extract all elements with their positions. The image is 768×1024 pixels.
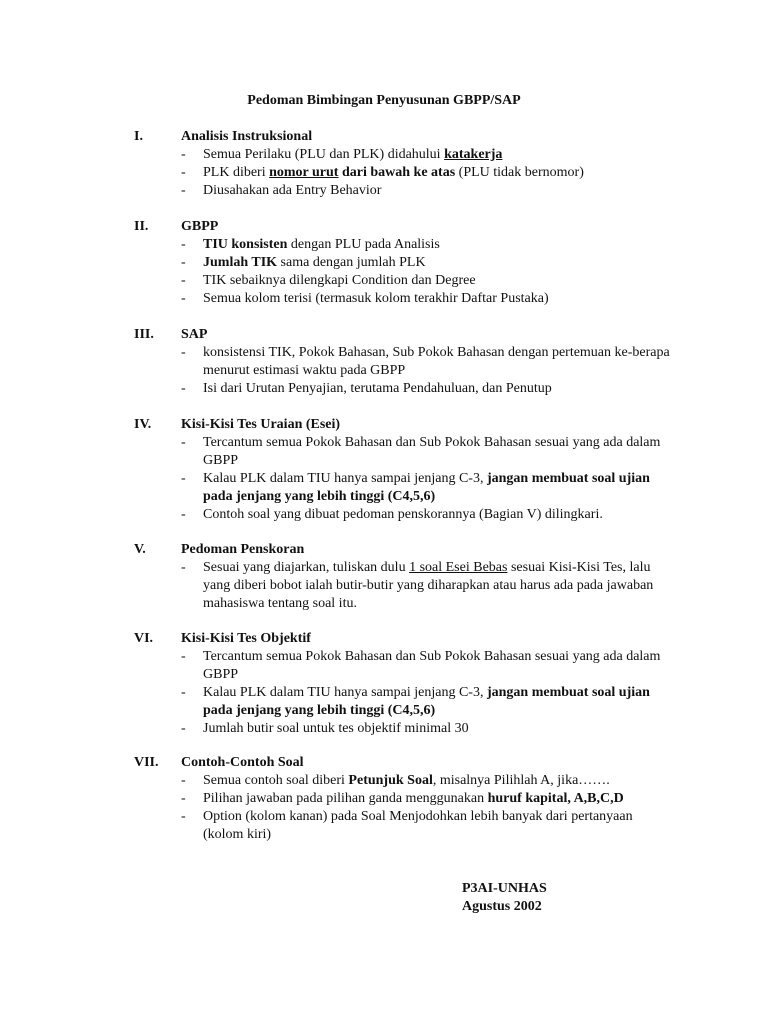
text-run: 1 soal Esei Bebas [409,560,508,575]
section-items [134,559,674,613]
list-item [134,182,674,200]
list-item [134,559,674,613]
text-run: Jumlah TIK [203,255,278,270]
section-sap [134,326,674,398]
text-run: (PLU tidak bernomor) [455,165,584,180]
section-number: VI. [134,631,154,646]
list-item [134,146,674,164]
section-title: SAP [181,327,208,342]
section-items [134,344,674,398]
list-item [134,290,674,308]
bullet-dash: - [181,165,186,180]
bullet-dash: - [181,435,186,450]
bullet-dash: - [181,291,186,306]
section-items [134,434,674,524]
text-run: nomor urut [269,165,339,180]
text-run: Diusahakan ada Entry Behavior [203,183,382,198]
signature-block [462,880,547,916]
text-run: jangan membuat soal ujian pada jenjang yang lebih tinggi (C4,5,6) [203,685,650,718]
section-number: III. [134,327,154,342]
text-run: TIK sebaiknya dilengkapi Condition dan Degree [203,273,476,288]
section-items [134,648,674,738]
section-number: I. [134,129,143,144]
text-run: Jumlah butir soal untuk tes objektif minimal 30 [203,721,469,736]
section-heading [134,416,674,434]
document-title: Pedoman Bimbingan Penyusunan GBPP/SAP [247,93,521,108]
list-item [134,254,674,272]
bullet-dash: - [181,649,186,664]
section-items [134,772,674,844]
text-run: Pilihan jawaban pada pilihan ganda menggunakan [203,791,488,806]
section-kisi-kisi-tes-uraian [134,416,674,524]
text-run: TIU konsisten [203,237,288,252]
text-run: Isi dari Urutan Penyajian, terutama Pendahuluan, dan Penutup [203,381,552,396]
footer-organization: P3AI-UNHAS [462,881,547,896]
text-run: Semua kolom terisi (termasuk kolom terakhir Daftar Pustaka) [203,291,549,306]
text-run: Sesuai yang diajarkan, tuliskan dulu [203,560,410,575]
text-run: Tercantum semua Pokok Bahasan dan Sub Pokok Bahasan sesuai yang ada dalam GBPP [203,435,661,468]
bullet-dash: - [181,507,186,522]
section-items [134,146,674,200]
list-item [134,808,674,844]
text-run: Petunjuk Soal [348,773,433,788]
section-number: II. [134,219,149,234]
text-run: dari bawah ke atas [338,165,456,180]
text-run: Option (kolom kanan) pada Soal Menjodohkan lebih banyak dari pertanyaan (kolom kiri) [203,809,633,842]
text-run: Semua contoh soal diberi [203,773,349,788]
section-heading [134,218,674,236]
section-gbpp [134,218,674,308]
list-item [134,164,674,182]
section-heading [134,128,674,146]
list-item [134,434,674,470]
section-heading [134,630,674,648]
bullet-dash: - [181,255,186,270]
section-title: GBPP [181,219,219,234]
text-run: Kalau PLK dalam TIU hanya sampai jenjang C-3, [203,471,487,486]
bullet-dash: - [181,345,186,360]
text-run: konsistensi TIK, Pokok Bahasan, Sub Pokok Bahasan dengan pertemuan ke-berapa menurut estimasi waktu pada GBPP [203,345,670,378]
list-item [134,470,674,506]
section-title: Analisis Instruksional [181,129,313,144]
text-run: sama dengan jumlah PLK [277,255,426,270]
text-run: , misalnya Pilihlah A, jika……. [432,773,610,788]
bullet-dash: - [181,147,186,162]
text-run: Tercantum semua Pokok Bahasan dan Sub Pokok Bahasan sesuai yang ada dalam GBPP [203,649,661,682]
list-item [134,720,674,738]
section-title: Kisi-Kisi Tes Objektif [181,631,311,646]
section-contoh-contoh-soal [134,754,674,844]
list-item [134,344,674,380]
list-item [134,506,674,524]
bullet-dash: - [181,685,186,700]
text-run: dengan PLU pada Analisis [287,237,440,252]
text-run: sesuai Kisi-Kisi Tes, lalu yang diberi bobot ialah butir-butir yang diharapkan atau harus ada pada jawaban mahasiswa tentang soal itu. [203,560,654,611]
list-item [134,684,674,720]
list-item [134,236,674,254]
text-run: katakerja [444,147,503,162]
footer-date: Agustus 2002 [462,899,542,914]
list-item [134,648,674,684]
list-item [134,380,674,398]
section-heading [134,541,674,559]
section-number: VII. [134,755,159,770]
text-run: Kalau PLK dalam TIU hanya sampai jenjang C-3, [203,685,487,700]
section-analisis-instruksional [134,128,674,200]
bullet-dash: - [181,273,186,288]
section-pedoman-penskoran [134,541,674,613]
list-item [134,772,674,790]
text-run: jangan membuat soal ujian pada jenjang yang lebih tinggi (C4,5,6) [203,471,650,504]
section-items [134,236,674,308]
section-title: Kisi-Kisi Tes Uraian (Esei) [181,417,341,432]
bullet-dash: - [181,773,186,788]
section-heading [134,326,674,344]
text-run: PLK diberi [203,165,270,180]
bullet-dash: - [181,183,186,198]
bullet-dash: - [181,721,186,736]
text-run: Contoh soal yang dibuat pedoman penskorannya (Bagian V) dilingkari. [203,507,603,522]
bullet-dash: - [181,809,186,824]
section-title: Contoh-Contoh Soal [181,755,304,770]
bullet-dash: - [181,381,186,396]
text-run: Semua Perilaku (PLU dan PLK) didahului [203,147,445,162]
section-number: IV. [134,417,152,432]
text-run: huruf kapital, A,B,C,D [487,791,624,806]
list-item [134,272,674,290]
section-number: V. [134,542,146,557]
bullet-dash: - [181,471,186,486]
section-kisi-kisi-tes-objektif [134,630,674,738]
section-title: Pedoman Penskoran [181,542,305,557]
list-item [134,790,674,808]
bullet-dash: - [181,560,186,575]
bullet-dash: - [181,791,186,806]
section-heading [134,754,674,772]
bullet-dash: - [181,237,186,252]
